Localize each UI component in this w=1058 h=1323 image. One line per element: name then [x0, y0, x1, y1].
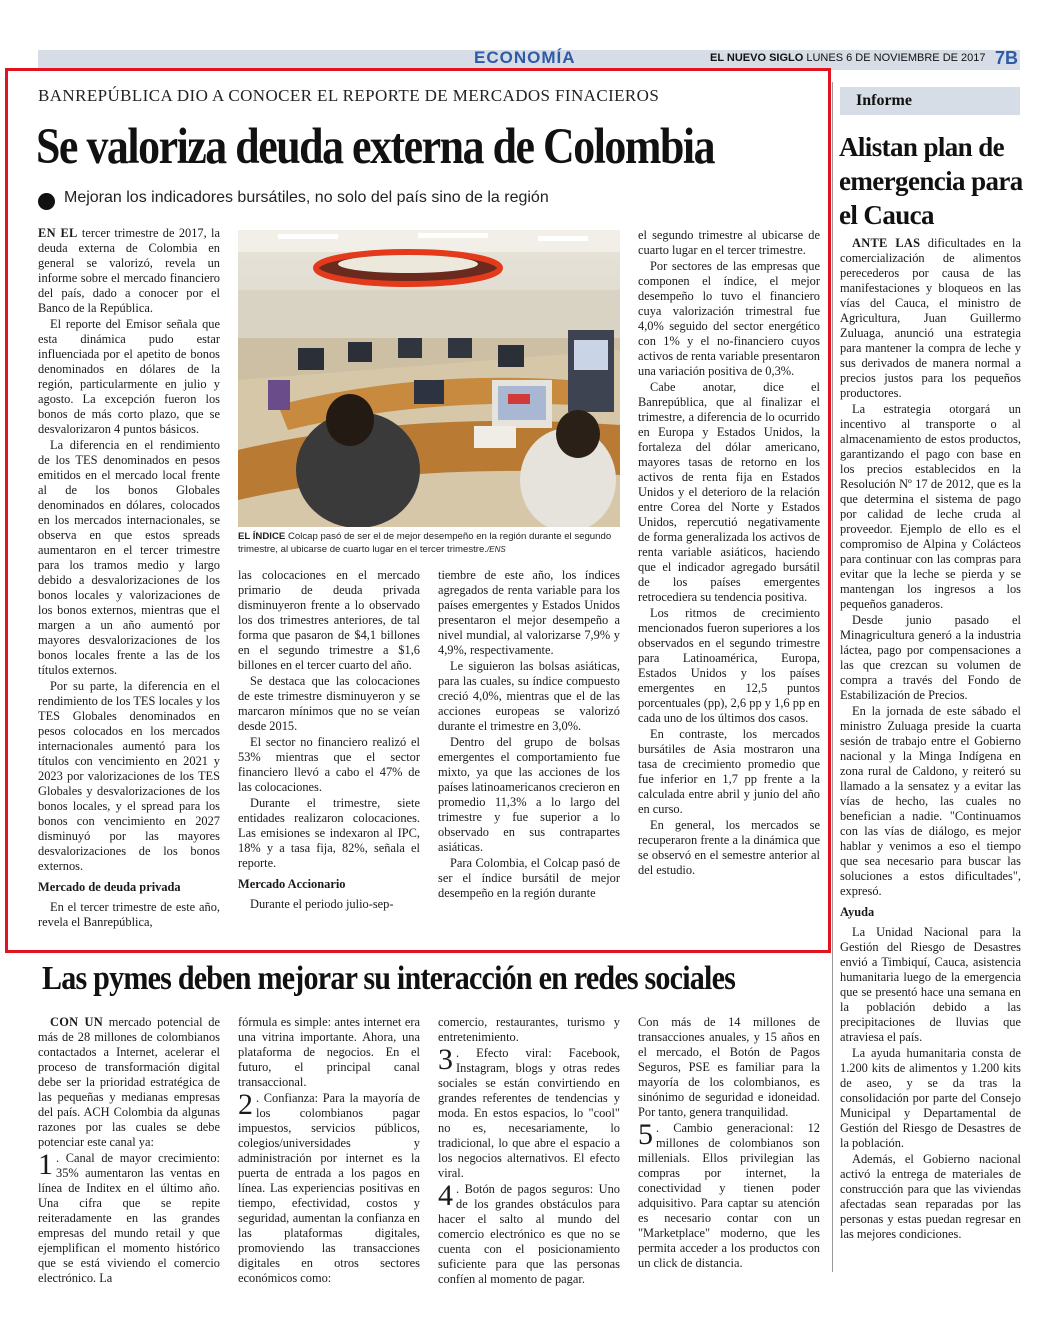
selection-highlight	[5, 68, 831, 953]
sidebar-tag: Informe	[856, 92, 912, 109]
paragraph: Para Colombia, el Colcap pasó de ser el índice bursátil de mejor desempeño en la región durante	[438, 856, 620, 900]
paper-name: EL NUEVO SIGLO	[710, 52, 804, 64]
paragraph: comercio, restaurantes, turismo y entretenimiento.	[438, 1015, 620, 1044]
paragraph: La Unidad Nacional para la Gestión del Riesgo de Desastres envió a Timbiquí, Cauca, asistencia humanitaria luego de la emergencia que se presentó hace una semana en la población debido a las precipitaciones de lluvias que atraviesa el país.	[840, 925, 1021, 1044]
lead-word: ANTE LAS	[852, 236, 921, 250]
paragraph: tiembre de este año, los índices agregados de renta variable para los países emergentes y Estados Unidos presentaron el mejor desempeño a nivel mundial, al valorizarse 7,9% y 4,9%, respectivamente.	[438, 568, 620, 657]
pymes-headline: Las pymes deben mejorar su interacción en redes sociales	[42, 960, 736, 997]
issue-date: LUNES 6 DE NOVIEMBRE DE 2017	[806, 52, 986, 64]
paragraph: En contraste, los mercados bursátiles de Asia mostraron una tasa de crecimiento promedio que fue inferior en 1,7 pp frente a la calculada entre abril y junio del año en curso.	[638, 727, 820, 816]
sidebar-headline: Alistan plan de emergencia para el Cauca	[839, 132, 1023, 230]
page-number: 7B	[995, 48, 1019, 68]
pymes-column-2	[238, 1015, 420, 1287]
paragraph: el segundo trimestre al ubicarse de cuarto lugar en el tercer trimestre.	[638, 228, 820, 257]
dek: Mejoran los indicadores bursátiles, no solo del país sino de la región	[64, 189, 549, 206]
paragraph: Por su parte, la diferencia en el rendimiento de los TES locales y los TES Globales denominados en pesos colocados en los mercados internacionales aumentó para los títulos con vencimiento en 2021 y 2023 por valorizaciones de los TES Globales y desvalorizaciones de los bonos locales, y el spread para los bonos con vencimiento en 2027 disminuyó por las mayores desvalorizaciones de los bonos externos.	[38, 679, 220, 873]
paragraph: La diferencia en el rendimiento de los TES denominados en pesos emitidos en el mercado local frente al de los bonos Globales denominados en dólares, colocados en los mercados internacionales, se observa en que estos spreads aumentaron en el tercer trimestre para los tramos medio y largo debido a desvalorizaciones de los bonos locales y valorizaciones de los bonos externos, mientras que el margen a un año aumentó por mayores desvalorizaciones de los bonos locales frente a las de los títulos externos.	[38, 438, 220, 677]
masthead	[710, 52, 986, 64]
numbered-item: 4 . Botón de pagos seguros: Uno de los grandes obstáculos para hacer el salto al mundo del comercio electrónico es que no se cuenta con el posicionamiento suficiente para que las personas confíen al momento de pagar.	[438, 1179, 620, 1286]
pymes-column-4	[638, 1015, 820, 1272]
paragraph: Le siguieron las bolsas asiáticas, para las cuales, su índice compuesto creció 4,0%, mientras que el de las acciones europeas se valorizó durante el trimestre en 3,0%.	[438, 659, 620, 733]
paragraph: La ayuda humanitaria consta de 1.200 kits de alimentos y 1.200 kits de aseo, y se da tras la consolidación por parte del Consejo Municipal y Departamental de Gestión del Riesgo de Desastres de la población.	[840, 1046, 1021, 1150]
item-number: 1	[38, 1148, 53, 1181]
lead-word: EN EL	[38, 226, 78, 240]
caption-lead: EL ÍNDICE	[238, 531, 286, 542]
paragraph: EN EL tercer trimestre de 2017, la deuda externa de Colombia en general se valorizó, revela un informe sobre el mercado financiero del país, dado a conocer por el Banco de la República.	[38, 226, 220, 315]
item-number: 4	[438, 1179, 453, 1212]
paragraph: Desde junio pasado el Minagricultura generó a la industria láctea, pago por compensaciones a las que crezcan su volumen de compra a través del Fondo de Estabilización de Precios.	[840, 613, 1021, 702]
paragraph: En general, los mercados se recuperaron frente a la dinámica que se observó en el semestre anterior al del estudio.	[638, 818, 820, 877]
main-headline: Se valoriza deuda externa de Colombia	[36, 119, 715, 175]
item-number: 2	[238, 1088, 253, 1121]
item-number: 5	[638, 1118, 653, 1151]
paragraph: Durante el periodo julio-sep-	[250, 897, 394, 911]
paragraph: Por sectores de las empresas que componen el índice, el mejor desempeño lo tuvo el financiero cuya valorización trimestral fue 4,0% seguido del sector energético con 1% y el no-financiero cuyos activos de renta variable presentaron una variación positiva de 0,3%.	[638, 259, 820, 378]
paragraph: Dentro del grupo de bolsas emergentes el comportamiento fue mixto, ya que las acciones de los países latinoamericanos crecieron en promedio 11,3% a lo largo del trimestre y fue superior a lo observado en sus contrapartes asiáticas.	[438, 735, 620, 854]
kicker: BANREPÚBLICA DIO A CONOCER EL REPORTE DE MERCADOS FINACIEROS	[38, 86, 660, 105]
paragraph: En el tercer trimestre de este año, revela el Banrepública,	[38, 900, 220, 929]
paragraph: CON UN mercado potencial de más de 28 millones de colombianos contactados a Internet, acelerar el proceso de transformación digital debe ser la prioridad estratégica de las pequeñas y medianas empresas del país. ACH Colombia da algunas razones por las cuales se debe potenciar este canal ya:	[38, 1015, 220, 1149]
subhead: Mercado Accionario	[238, 877, 346, 891]
section-name: ECONOMÍA	[474, 48, 576, 67]
subhead: Ayuda	[840, 905, 875, 919]
paragraph: las colocaciones en el mercado primario de deuda privada disminuyeron frente a lo observado los dos trimestres anteriores, de tal forma que pasaron de $4,1 billones en el segundo trimestre a $1,6 billones en el tercer cuarto del año.	[238, 568, 420, 672]
numbered-item: 3 . Efecto viral: Facebook, Instagram, blogs y otras redes sociales se están convirtiendo en grandes referentes de tendencias y moda. En estos espacios, lo "cool" no es, necesariamente, lo tradicional, lo que abre el espacio a los negocios alternativos. El efecto viral.	[438, 1043, 620, 1180]
sidebar-column	[840, 236, 1021, 1243]
paragraph: Los ritmos de crecimiento mencionados fueron superiores a los observados en el segundo trimestre para Latinoamérica, Europa, Estados Unidos y los países emergentes en 12,5 puntos porcentuales (pp), 2,6 pp y 1,6 pp en cada uno de los últimos dos casos.	[638, 606, 820, 725]
paragraph: El reporte del Emisor señala que esta dinámica pudo estar influenciada por el apetito de bonos denominados en dólares de la región, particularmente en julio y agosto. La excepción fueron los bonos de más corto plazo, que se desvalorizaron 4 puntos básicos.	[38, 317, 220, 436]
paragraph: Se destaca que las colocaciones de este trimestre disminuyeron y se marcaron mínimos que no se veían desde 2015.	[238, 674, 420, 733]
paragraph: En la jornada de este sábado el ministro Zuluaga preside la cuarta sesión de trabajo entre el Gobierno nacional y la Minga Indígena en zona rural de Caldono, y reiteró su llamado a la sensatez y a evitar las vías de hecho, las cuales no benefician a nadie. "Continuamos con las vías de diálogo, es mejor hablar y venimos a eso el tiempo que sea necesario para buscar las soluciones a estos dificultades", expresó.	[840, 704, 1021, 898]
numbered-item: 5 . Cambio generacional: 12 millones de colombianos son millenials. Ellos privilegian las compras por internet, la conectividad y tienen poder adquisitivo. Para captar su atención es necesario contar con un "Marketplace" moderno, que les permita acceder a los productos con un click de distancia.	[638, 1118, 820, 1270]
numbered-item: 1 . Canal de mayor crecimiento: 35% aumentaron las ventas en línea de Inditex en el último año. Una cifra que se repite reiteradamente en las grandes empresas del mundo retail y que ejemplifican el momento histórico que se está viviendo el comercio electrónico. La	[38, 1148, 220, 1285]
pymes-column-3	[438, 1015, 620, 1288]
paragraph: fórmula es simple: antes internet era una vitrina importante. Ahora, una plataforma de negocios. En el futuro, el principal canal transaccional.	[238, 1015, 420, 1089]
photo-credit: /ENS	[487, 545, 506, 554]
paragraph: Cabe anotar, dice el Banrepública, que al finalizar el trimestre, a diferencia de lo ocurrido en Europa y Estados Unidos, la fortaleza del dólar americano, mayores tasas de retorno en los activos de renta fija en Estados Unidos y el deterioro de la relación entre Corea del Norte y Estados Unidos, repercutió negativamente de forma generalizada los activos de renta variable asiáticos, haciendo que el indicador agregado bursátil de los países emergentes retrocediera su tendencia positiva.	[638, 380, 820, 604]
numbered-item: 2 . Confianza: Para la mayoría de los colombianos pagar impuestos, servicios públicos, colegios/universidades y administración por internet es la puerta de entrada a los pagos en línea. Las experiencias positivas en tiempo, efectividad, costos y seguridad, aumentan la confianza en las plataformas digitales, promoviendo las transacciones digitales en otros sectores económicos como:	[238, 1088, 420, 1285]
paragraph: Además, el Gobierno nacional activó la entrega de materiales de construcción para que las viviendas afectadas sean reparadas por las personas y estas puedan regresar en las mejores condiciones.	[840, 1152, 1021, 1241]
pymes-column-1	[38, 1015, 220, 1287]
photo-caption: EL ÍNDICE Colcap pasó de ser el de mejor desempeño en la región durante el segundo trimestre, al ubicarse de cuarto lugar en el tercer trimestre./ENS	[238, 531, 612, 555]
paragraph: Durante el trimestre, siete entidades realizaron colocaciones. Las emisiones se indexaron al IPC, 18% y a tasa fija, 82%, señala el reporte.	[238, 796, 420, 870]
paragraph: ANTE LAS dificultades en la comercialización de alimentos perecederos por causa de las manifestaciones y bloqueos en las vías del Cauca, el ministro de Agricultura, Juan Guillermo Zuluaga, anunció una estrategia para mantener la compra de leche y sus derivados de manera normal a precios justos para los pequeños productores.	[840, 236, 1022, 400]
subhead: Mercado de deuda privada	[38, 880, 181, 894]
paragraph: Con más de 14 millones de transacciones anuales, y 15 años en el mercado, el Botón de Pagos Seguros, PSE es familiar para la mayoría de los colombianos, es sinónimo de seguridad e idoneidad. Por tanto, genera tranquilidad.	[638, 1015, 820, 1119]
item-number: 3	[438, 1043, 453, 1076]
lead-word: CON UN	[50, 1015, 103, 1029]
paragraph: El sector no financiero realizó el 53% mientras que el sector financiero llevó a cabo el 47% de las colocaciones.	[238, 735, 420, 794]
column-divider	[832, 82, 833, 1272]
paragraph: La estrategia otorgará un incentivo al transporte o al almacenamiento de estos productos, garantizando el pago con base en los precios establecidos en la Resolución Nº 17 de 2012, que es la que determina el sistema de pago por calidad de leche cruda al proveedor. Ejemplo de ello es el compromiso de Alpina y Colácteos para continuar con las compras para evitar que la leche se pierda y se mantengan los ingresos a los pequeños ganaderos.	[840, 402, 1021, 611]
